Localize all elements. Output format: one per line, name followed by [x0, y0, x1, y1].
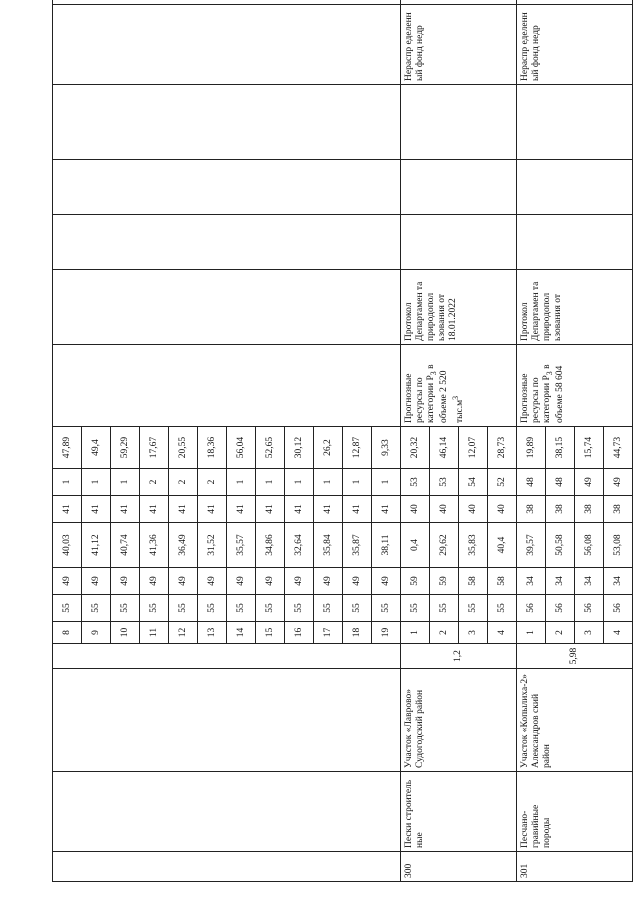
coord-cell-c: 35,84 [314, 523, 343, 568]
coord-cell-n: 14 [227, 622, 256, 644]
coord-cell-d: 38 [604, 496, 633, 523]
entry-number: 300 [401, 852, 517, 882]
coord-cell-n: 3 [459, 622, 488, 644]
coord-cell-c: 41,12 [82, 523, 111, 568]
prev-empty-cell-3 [53, 85, 401, 160]
coord-cell-d: 40 [430, 496, 459, 523]
coord-cell-d: 41 [82, 496, 111, 523]
coord-cell-f: 18,36 [198, 427, 227, 469]
coord-cell-a: 55 [401, 595, 430, 622]
subsoil-register-table [52, 0, 633, 882]
basis-document: Протокол Департамен та природопол ьзования от 18.01.2022 [401, 270, 517, 345]
coord-cell-b: 49 [372, 568, 401, 595]
coord-cell-b: 49 [343, 568, 372, 595]
coord-cell-a: 55 [53, 595, 82, 622]
coord-cell-c: 0,4 [401, 523, 430, 568]
coord-cell-b: 34 [546, 568, 575, 595]
coord-cell-e: 1 [314, 469, 343, 496]
coord-cell-e: 2 [198, 469, 227, 496]
coord-cell-c: 32,64 [285, 523, 314, 568]
coord-cell-d: 41 [285, 496, 314, 523]
coord-cell-e: 1 [111, 469, 140, 496]
coord-cell-d: 41 [140, 496, 169, 523]
site-name: Участок «Лаврово» Судогодский район [401, 669, 517, 772]
coord-cell-d: 41 [111, 496, 140, 523]
rotated-page [52, 12, 623, 882]
coord-cell-a: 55 [488, 595, 517, 622]
coord-cell-d: 40 [459, 496, 488, 523]
coord-cell-a: 55 [256, 595, 285, 622]
coord-cell-e: 54 [459, 469, 488, 496]
coord-cell-e: 1 [343, 469, 372, 496]
coord-cell-n: 15 [256, 622, 285, 644]
coord-cell-a: 55 [227, 595, 256, 622]
coord-cell-b: 49 [169, 568, 198, 595]
coord-cell-c: 40,4 [488, 523, 517, 568]
empty-cell [401, 85, 517, 160]
coord-cell-f: 19,89 [517, 427, 546, 469]
coord-cell-b: 49 [227, 568, 256, 595]
coord-cell-f: 56,04 [227, 427, 256, 469]
coord-cell-n: 9 [82, 622, 111, 644]
coord-cell-e: 1 [227, 469, 256, 496]
coord-cell-f: 59,29 [111, 427, 140, 469]
table-body [53, 0, 633, 882]
coord-cell-e: 49 [575, 469, 604, 496]
coord-cell-f: 49,4 [82, 427, 111, 469]
coord-cell-b: 59 [430, 568, 459, 595]
coord-cell-f: 26,2 [314, 427, 343, 469]
coord-cell-d: 41 [372, 496, 401, 523]
coord-cell-d: 41 [314, 496, 343, 523]
coord-cell-f: 30,12 [285, 427, 314, 469]
table-row [401, 0, 430, 882]
coord-cell-f: 9,33 [372, 427, 401, 469]
coord-cell-n: 2 [546, 622, 575, 644]
coord-cell-n: 10 [111, 622, 140, 644]
coord-cell-n: 19 [372, 622, 401, 644]
coord-cell-e: 1 [372, 469, 401, 496]
coord-cell-n: 12 [169, 622, 198, 644]
site-area: 1,2 [401, 644, 517, 669]
coord-cell-b: 59 [401, 568, 430, 595]
coord-cell-c: 36,49 [169, 523, 198, 568]
coord-cell-e: 1 [256, 469, 285, 496]
coord-cell-n: 1 [517, 622, 546, 644]
coord-cell-b: 34 [604, 568, 633, 595]
coord-cell-c: 40,03 [53, 523, 82, 568]
coord-cell-f: 17,67 [140, 427, 169, 469]
coord-cell-a: 56 [546, 595, 575, 622]
coord-cell-n: 1 [401, 622, 430, 644]
prev-area-cell [53, 644, 401, 669]
table-row [517, 0, 546, 882]
coord-cell-a: 55 [372, 595, 401, 622]
coord-cell-b: 49 [285, 568, 314, 595]
basis-document: Протокол Департамен та природопол ьзования от [517, 270, 633, 345]
coord-cell-a: 55 [343, 595, 372, 622]
coord-cell-n: 8 [53, 622, 82, 644]
site-area: 5,98 [517, 644, 633, 669]
coord-cell-d: 40 [401, 496, 430, 523]
coord-cell-b: 49 [111, 568, 140, 595]
empty-cell [401, 160, 517, 215]
empty-cell [517, 85, 633, 160]
coord-cell-c: 38,11 [372, 523, 401, 568]
coord-cell-b: 49 [256, 568, 285, 595]
coord-cell-a: 55 [198, 595, 227, 622]
coord-cell-a: 55 [459, 595, 488, 622]
coord-cell-f: 52,65 [256, 427, 285, 469]
resources-text: Прогнозные ресурсы по категории $P_3$ в объеме 2 520 $тыс.м^3$ [401, 345, 517, 427]
coord-cell-a: 56 [575, 595, 604, 622]
prev-last-cell [53, 0, 401, 5]
coord-cell-d: 41 [198, 496, 227, 523]
empty-cell [517, 215, 633, 270]
coord-cell-b: 49 [82, 568, 111, 595]
coord-cell-c: 50,58 [546, 523, 575, 568]
subsoil-fund-status: Нераспр еделенн ый фонд недр [517, 5, 633, 85]
prev-empty-cell-2 [53, 160, 401, 215]
coord-cell-c: 53,08 [604, 523, 633, 568]
coord-cell-n: 11 [140, 622, 169, 644]
coord-cell-n: 3 [575, 622, 604, 644]
coord-cell-d: 40 [488, 496, 517, 523]
coord-cell-f: 46,14 [430, 427, 459, 469]
coord-cell-a: 55 [169, 595, 198, 622]
coord-cell-c: 39,57 [517, 523, 546, 568]
coord-cell-b: 58 [459, 568, 488, 595]
coord-cell-b: 49 [198, 568, 227, 595]
coord-cell-f: 12,87 [343, 427, 372, 469]
coord-cell-n: 18 [343, 622, 372, 644]
coord-cell-n: 4 [604, 622, 633, 644]
subsoil-fund-status: Нераспр еделенн ый фонд недр [401, 5, 517, 85]
coord-cell-e: 53 [401, 469, 430, 496]
coord-cell-d: 41 [227, 496, 256, 523]
coord-cell-f: 28,73 [488, 427, 517, 469]
empty-cell [517, 0, 633, 5]
coord-cell-e: 1 [53, 469, 82, 496]
coord-cell-a: 55 [82, 595, 111, 622]
coord-cell-a: 56 [517, 595, 546, 622]
coord-cell-e: 1 [82, 469, 111, 496]
coord-cell-b: 34 [517, 568, 546, 595]
coord-cell-d: 41 [169, 496, 198, 523]
coord-cell-d: 38 [517, 496, 546, 523]
coord-cell-b: 58 [488, 568, 517, 595]
empty-cell [401, 215, 517, 270]
coord-cell-e: 2 [140, 469, 169, 496]
prev-site-cell [53, 669, 401, 772]
coord-cell-e: 1 [285, 469, 314, 496]
coord-cell-e: 48 [517, 469, 546, 496]
coord-cell-e: 48 [546, 469, 575, 496]
coord-cell-e: 2 [169, 469, 198, 496]
prev-fund-cell [53, 5, 401, 85]
empty-cell [401, 0, 517, 5]
prev-resources-cell [53, 345, 401, 427]
prev-empty-cell-1 [53, 215, 401, 270]
table-row [53, 0, 82, 882]
coord-cell-c: 31,52 [198, 523, 227, 568]
coord-cell-a: 56 [604, 595, 633, 622]
prev-num-cell [53, 852, 401, 882]
mineral-type: Пески строитель ные [401, 772, 517, 852]
coord-cell-e: 49 [604, 469, 633, 496]
site-name: Участок «Копылиха-2» Александров ский район [517, 669, 633, 772]
coord-cell-b: 49 [314, 568, 343, 595]
coord-cell-c: 34,86 [256, 523, 285, 568]
coord-cell-d: 41 [256, 496, 285, 523]
coord-cell-f: 38,15 [546, 427, 575, 469]
coord-cell-a: 55 [285, 595, 314, 622]
coord-cell-n: 4 [488, 622, 517, 644]
coord-cell-b: 34 [575, 568, 604, 595]
coord-cell-d: 38 [575, 496, 604, 523]
coord-cell-c: 35,87 [343, 523, 372, 568]
coord-cell-c: 35,57 [227, 523, 256, 568]
resources-text: Прогнозные ресурсы по категории $P_3$ в объеме 58 604 [517, 345, 633, 427]
coord-cell-n: 16 [285, 622, 314, 644]
coord-cell-b: 49 [140, 568, 169, 595]
coord-cell-c: 29,62 [430, 523, 459, 568]
coord-cell-n: 13 [198, 622, 227, 644]
coord-cell-a: 55 [140, 595, 169, 622]
coord-cell-a: 55 [430, 595, 459, 622]
coord-cell-n: 2 [430, 622, 459, 644]
coord-cell-d: 38 [546, 496, 575, 523]
coord-cell-d: 41 [53, 496, 82, 523]
coord-cell-b: 49 [53, 568, 82, 595]
coord-cell-n: 17 [314, 622, 343, 644]
empty-cell [517, 160, 633, 215]
coord-cell-c: 40,74 [111, 523, 140, 568]
coord-cell-a: 55 [111, 595, 140, 622]
coord-cell-e: 53 [430, 469, 459, 496]
entry-number: 301 [517, 852, 633, 882]
coord-cell-c: 41,36 [140, 523, 169, 568]
coord-cell-f: 12,07 [459, 427, 488, 469]
coord-cell-d: 41 [343, 496, 372, 523]
coord-cell-c: 56,08 [575, 523, 604, 568]
coord-cell-f: 20,32 [401, 427, 430, 469]
coord-cell-f: 47,89 [53, 427, 82, 469]
coord-cell-e: 52 [488, 469, 517, 496]
prev-basis-cell [53, 270, 401, 345]
coord-cell-f: 44,73 [604, 427, 633, 469]
mineral-type: Песчано-гравийные породы [517, 772, 633, 852]
coord-cell-a: 55 [314, 595, 343, 622]
coord-cell-f: 15,74 [575, 427, 604, 469]
coord-cell-f: 20,55 [169, 427, 198, 469]
coord-cell-c: 35,83 [459, 523, 488, 568]
prev-mineral-cell [53, 772, 401, 852]
